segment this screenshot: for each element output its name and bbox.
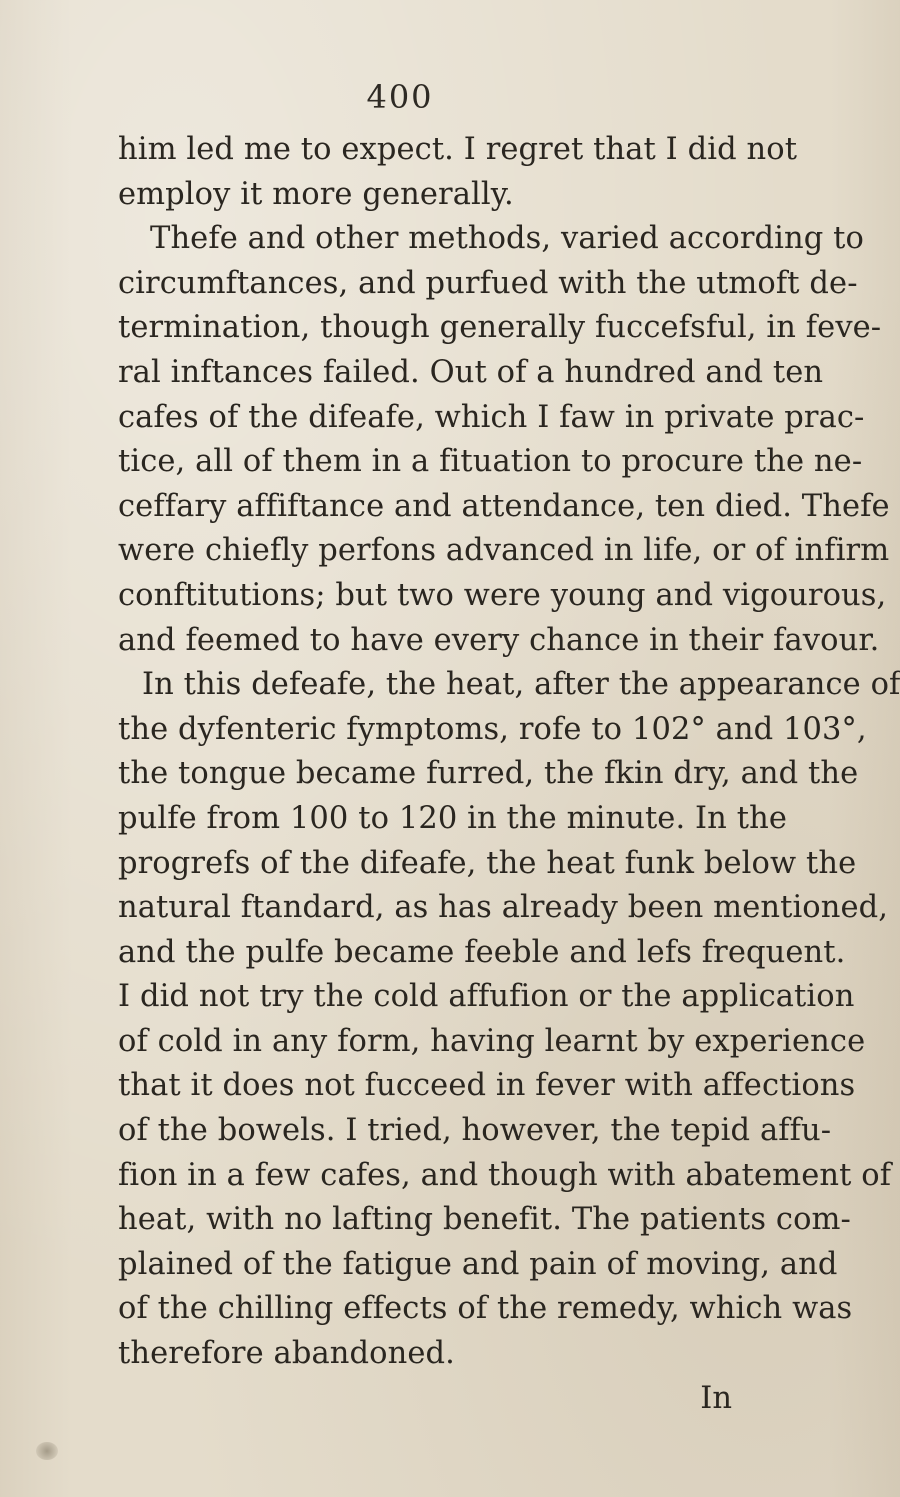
text-line: and the pulfe became feeble and lefs frequent. [118,934,846,970]
text-line: ral inftances failed. Out of a hundred and ten [118,354,824,390]
text-line: that it does not fucceed in fever with affections [118,1068,856,1104]
paper-stain [36,1442,58,1460]
text-line: pulfe from 100 to 120 in the minute. In the [118,800,787,836]
text-line: natural ftandard, as has already been mentioned, [118,890,889,926]
text-line: heat, with no lafting benefit. The patients com- [118,1202,851,1238]
text-line: conftitutions; but two were young and vigourous, [118,577,887,613]
text-line: progrefs of the difeafe, the heat funk below the [118,845,857,881]
text-line: him led me to expect. I regret that I did not [118,132,798,167]
page-number: 400 [366,78,434,116]
text-line: the tongue became furred, the fkin dry, and the [118,756,859,792]
catchword: In [700,1380,732,1416]
text-line: of cold in any form, having learnt by experience [118,1023,866,1059]
text-line: of the chilling effects of the remedy, which was [118,1291,853,1327]
text-line: of the bowels. I tried, however, the tepid affu- [118,1113,832,1149]
text-line: cafes of the difeafe, which I faw in private prac- [118,399,865,435]
text-line: circumftances, and purfued with the utmoft de- [118,265,858,301]
text-line: the dyfenteric fymptoms, rofe to 102° and 103°, [118,711,867,747]
text-line: I did not try the cold affufion or the application [118,979,855,1015]
text-line: termination, though generally fuccefsful, in feve- [118,310,882,346]
text-line: tice, all of them in a fituation to procure the ne- [118,444,863,480]
text-line: and feemed to have every chance in their favour. [118,622,880,658]
body-text [118,128,900,1421]
text-line: ceffary affiftance and attendance, ten died. Thefe [118,488,890,524]
text-line: In this defeafe, the heat, after the appearance of [142,667,900,703]
text-line: were chiefly perfons advanced in life, or of infirm [118,533,890,569]
text-line: fion in a few cafes, and though with abatement of [118,1157,892,1193]
text-line: therefore abandoned. [118,1336,455,1372]
text-line: employ it more generally. [118,176,514,212]
text-line: plained of the fatigue and pain of moving, and [118,1246,838,1282]
text-line: Thefe and other methods, varied according to [150,221,864,257]
